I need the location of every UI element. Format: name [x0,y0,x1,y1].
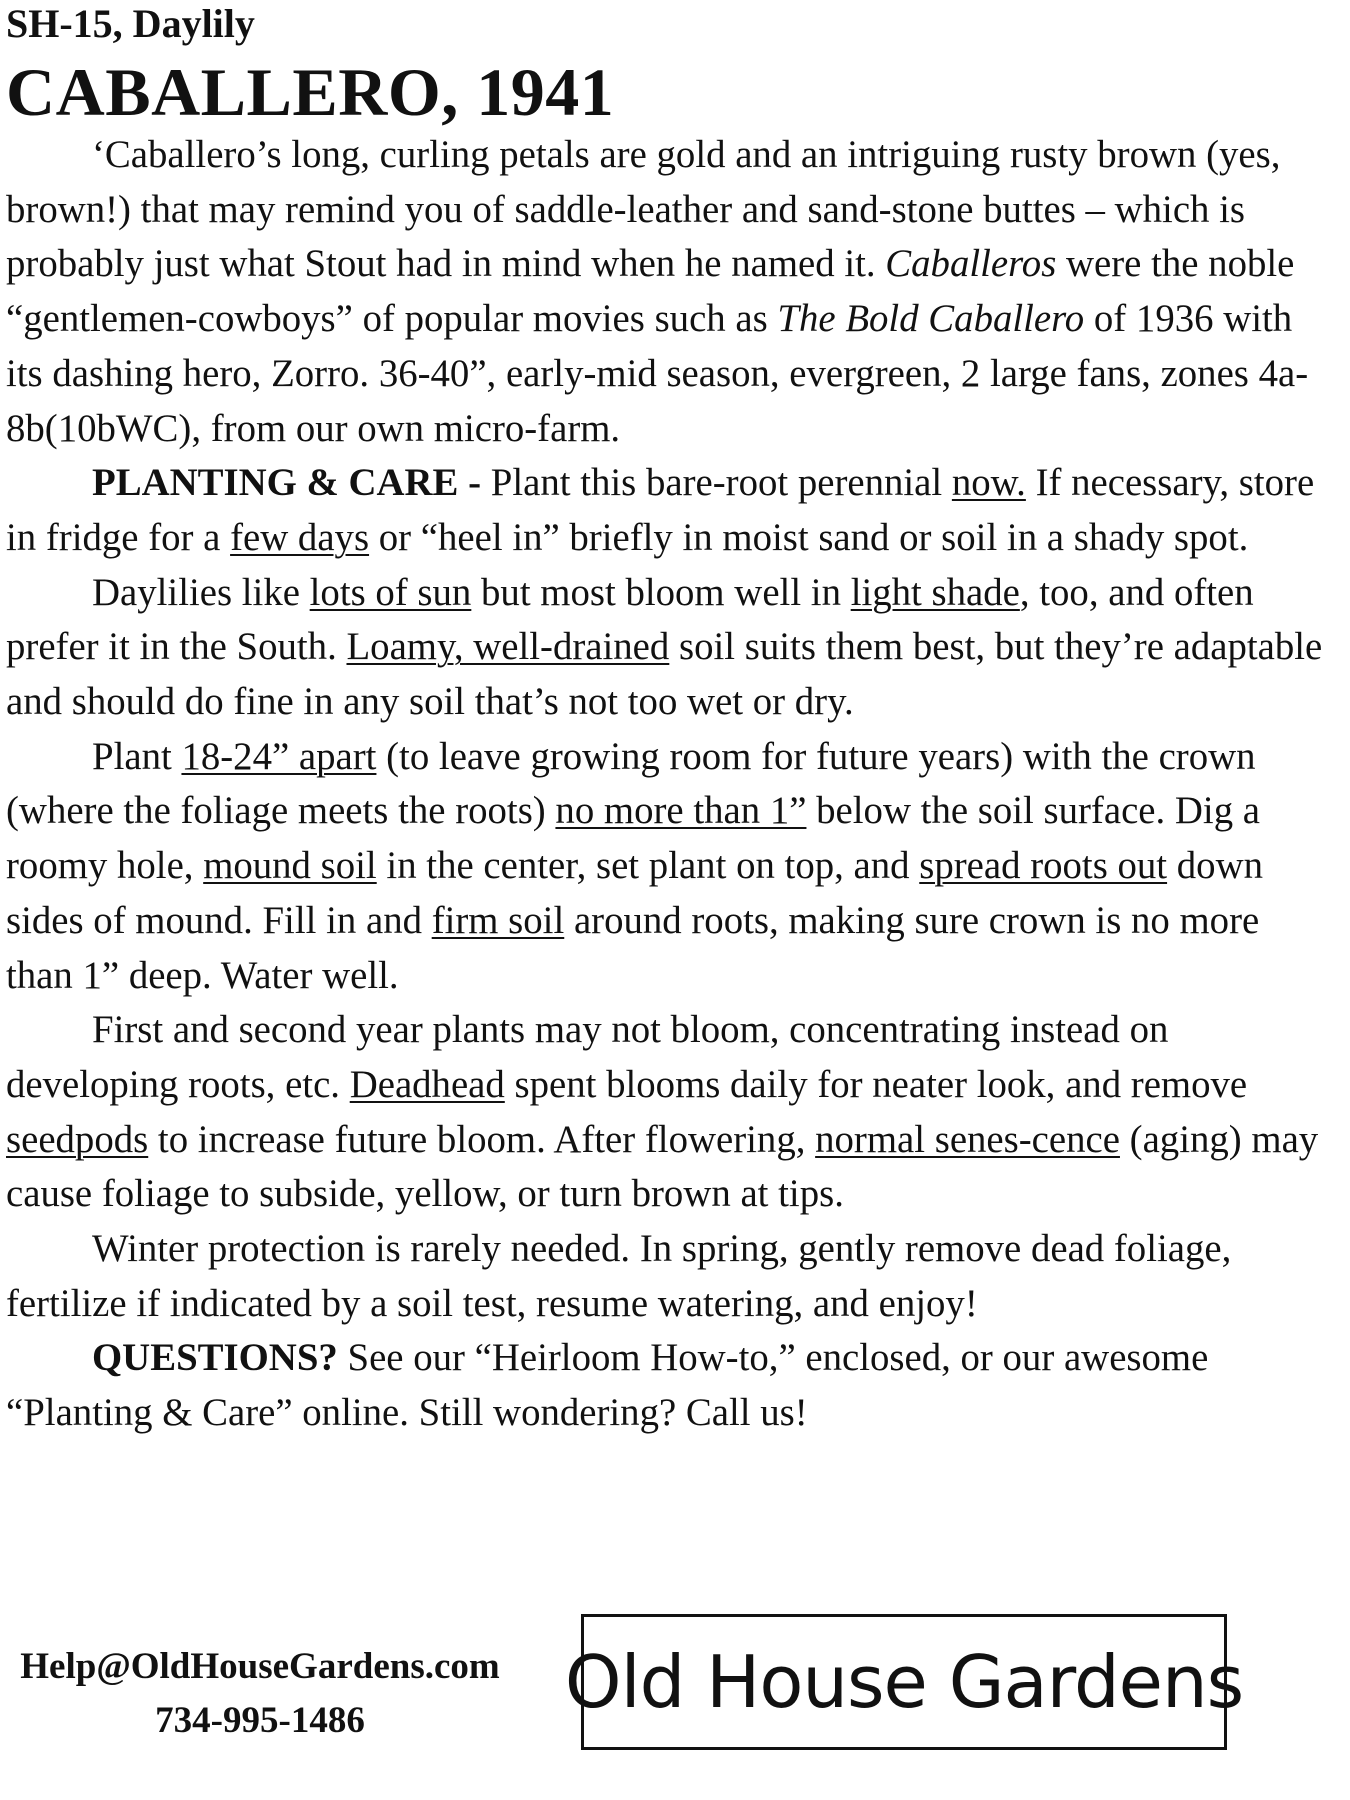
bloom-paragraph [6,1003,1326,1222]
brand-logo [564,1614,1244,1750]
plant-underline: 18-24” apart [181,734,377,778]
planting-text: or “heel in” briefly in moist sand or soil in a shady spot. [369,515,1249,559]
intro-italic-movie-title: The Bold Caballero [777,297,1085,341]
plant-text: in the center, set plant on top, and [376,844,920,888]
bloom-text: spent blooms daily for neater look, and remove [504,1062,1248,1106]
sun-paragraph [6,566,1326,730]
product-code: SH-15, Daylily [6,1,255,46]
plant-underline: mound soil [203,844,377,888]
plant-text: (to leave growing room for future years) with the crown (where the foliage meets the roots) [6,734,1256,833]
bloom-underline: normal senes-cence [815,1117,1120,1161]
questions-text: See our “Heirloom How-to,” enclosed, or our awesome “Planting & Care” online. Still wondering? Call us! [6,1336,1209,1435]
logo-text: Old House Gardens [564,1640,1244,1724]
sun-underline: Loamy, well-drained [346,625,670,669]
intro-text: were the noble “gentlemen-cowboys” of popular movies such as [6,242,1295,341]
winter-paragraph: Winter protection is rarely needed. In spring, gently remove dead foliage, fertilize if indicated by a soil test, resume watering, and enjoy! [6,1227,1232,1325]
bloom-text: (aging) may cause foliage to subside, yellow, or turn brown at tips. [6,1117,1319,1216]
sun-text: , too, and often prefer it in the South. [6,570,1254,669]
body-text [6,128,1326,1441]
intro-text: ‘Caballero’s long, curling petals are gold and an intriguing rusty brown (yes, brown!) that may remind you of saddle-leather and sand-stone buttes – which is probably just what Stout had in mind when he named it. [6,133,1281,286]
planting-paragraph [6,456,1326,565]
bloom-text: to increase future bloom. After flowering, [148,1117,816,1161]
contact-email[interactable]: Help@OldHouseGardens.com [20,1646,500,1687]
planting-underline: now. [951,461,1026,505]
sun-underline: light shade [850,570,1020,614]
contact-phone[interactable]: 734-995-1486 [155,1700,365,1741]
planting-text: Plant this bare-root perennial [481,461,952,505]
sun-text: but most bloom well in [471,570,851,614]
plant-text: below the soil surface. Dig a roomy hole, [6,789,1261,888]
sun-text: soil suits them best, but they’re adaptable and should do fine in any soil that’s not too wet or dry. [6,625,1323,724]
plant-underline: spread roots out [919,844,1168,888]
sun-text: Daylilies like [92,570,310,614]
plant-text: down sides of mound. Fill in and [6,844,1263,942]
instruction-sheet [6,0,1326,1441]
plant-text: Plant [92,734,182,778]
bloom-underline: seedpods [6,1117,149,1161]
plant-underline: firm soil [431,898,565,942]
planting-text: If necessary, store in fridge for a [6,461,1315,559]
questions-paragraph [6,1331,1326,1440]
questions-heading: QUESTIONS? [92,1336,338,1380]
plant-paragraph [6,730,1326,1004]
plant-text: around roots, making sure crown is no more than 1” deep. Water well. [6,898,1260,997]
bloom-underline: Deadhead [349,1062,505,1106]
intro-paragraph [6,128,1326,456]
bloom-text: First and second year plants may not bloom, concentrating instead on developing roots, etc. [6,1008,1169,1106]
intro-italic-caballeros: Caballeros [885,242,1057,286]
page-title: CABALLERO, 1941 [6,54,615,130]
plant-underline: no more than 1” [555,789,807,833]
planting-heading: PLANTING & CARE - [92,461,482,505]
sun-underline: lots of sun [309,570,472,614]
planting-underline: few days [230,515,370,559]
contact-block [0,1640,520,1748]
intro-text: of 1936 with its dashing hero, Zorro. 36-40”, early-mid season, evergreen, 2 large fans, zones 4a-8b(10bWC), from our own micro-farm. [6,297,1309,450]
